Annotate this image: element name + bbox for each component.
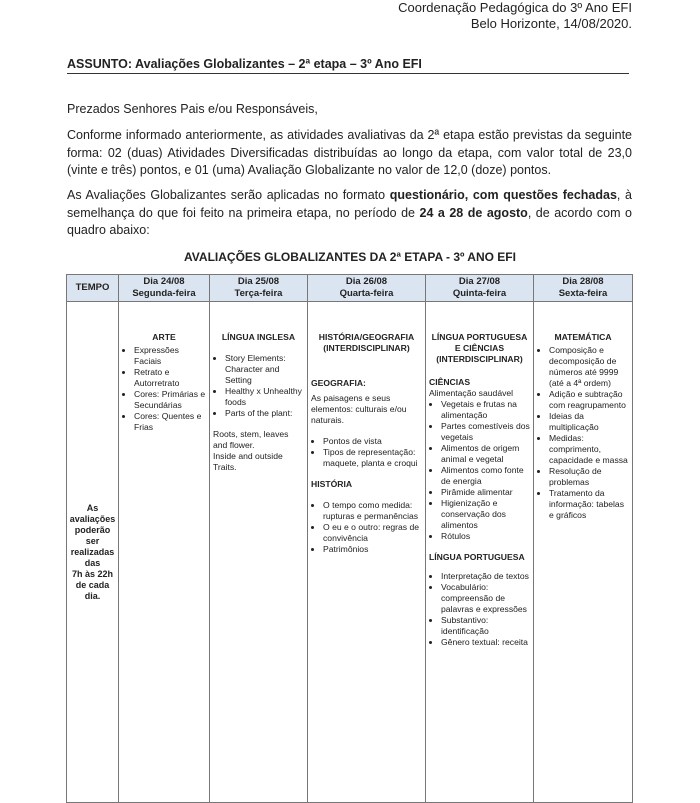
table-header-row	[67, 275, 633, 302]
list-item: • Higienização e conservação dos alimentos	[441, 498, 530, 531]
text: As paisagens e seus elementos: culturais e/ou naturais.	[311, 393, 407, 425]
list-item: • Tipos de representação: maquete, planta e croqui	[323, 447, 422, 469]
text: Dia 27/08	[458, 276, 501, 287]
list-item: • Vocabulário: compreensão de palavras e expressões	[441, 582, 530, 615]
text: LÍNGUA PORTUGUESA E CIÊNCIAS (INTERDISCIPLINAR)	[431, 332, 528, 364]
schedule-table	[66, 274, 633, 803]
text: LÍNGUA INGLESA	[221, 332, 296, 342]
text: CIÊNCIAS	[429, 377, 471, 387]
friday-cell	[534, 302, 633, 803]
list-item: • Gênero textual: receita	[441, 637, 530, 648]
list-item: • Rótulos	[441, 531, 530, 542]
table-row	[67, 302, 633, 803]
tuesday-cell	[210, 302, 308, 803]
text: Alimentação saudável	[429, 388, 514, 398]
list-item: • Tratamento da informação: tabelas e gráficos	[549, 488, 629, 521]
salutation: Prezados Senhores Pais e/ou Responsáveis,	[67, 102, 318, 116]
list-item: • Adição e subtração com reagrupamento	[549, 389, 629, 411]
header-wed	[308, 275, 426, 302]
list-item: • Composição e decomposição de números até 9999 (até a 4ª ordem)	[549, 345, 629, 389]
header-mon	[119, 275, 210, 302]
text: HISTÓRIA	[311, 479, 353, 489]
coordination-line: Coordenação Pedagógica do 3º Ano EFI	[398, 0, 632, 15]
text: LÍNGUA PORTUGUESA	[429, 552, 525, 562]
text: , à semelhança do que foi feito na primeira etapa, no período de	[67, 188, 632, 220]
bold-text: 24 a 28 de agosto	[419, 205, 528, 220]
list-item: • Story Elements: Character and Setting	[225, 353, 304, 386]
subject-line: ASSUNTO: Avaliações Globalizantes – 2ª etapa – 3º Ano EFI	[67, 57, 422, 71]
wednesday-cell	[308, 302, 426, 803]
list-item: • Pirâmide alimentar	[441, 487, 530, 498]
text: MATEMÁTICA	[554, 332, 612, 342]
divider	[67, 73, 629, 74]
text: Dia 28/08	[562, 276, 604, 287]
text: ARTE	[152, 332, 176, 342]
list-item: • Patrimônios	[323, 544, 422, 555]
list-item: • Partes comestíveis dos vegetais	[441, 421, 530, 443]
paragraph-1: Conforme informado anteriormente, as atividades avaliativas da 2ª etapa estão previstas da seguinte forma: 02 (duas) Atividades Diversificadas distribuídas ao longo da etapa, com valor total de 23,0 (vinte e três) pontos, e 01 (uma) Avaliação Globalizante no valor de 12,0 (doze) pontos.	[67, 128, 632, 177]
list-item: • Ideias da multiplicação	[549, 411, 629, 433]
list-item: • Resolução de problemas	[549, 466, 629, 488]
list-item: • Pontos de vista	[323, 436, 422, 447]
text: As avaliações poderão ser realizadas das	[69, 502, 116, 568]
monday-cell	[119, 302, 210, 803]
header-tue	[210, 275, 308, 302]
list-item: • Expressões Faciais	[134, 345, 206, 367]
text: Dia 26/08	[345, 276, 388, 287]
text: Quarta-feira	[339, 288, 394, 299]
list-item: • Healthy x Unhealthy foods	[225, 386, 304, 408]
paragraph-2	[67, 187, 632, 240]
place-date: Belo Horizonte, 14/08/2020.	[470, 16, 632, 31]
text: , de acordo com o quadro abaixo:	[67, 205, 632, 237]
list-item: • Medidas: comprimento, capacidade e massa	[549, 433, 629, 466]
text: Quinta-feira	[452, 288, 507, 299]
text: GEOGRAFIA:	[311, 378, 366, 388]
text: As Avaliações Globalizantes serão aplicadas no formato	[67, 188, 390, 202]
text: Roots, stem, leaves and flower.	[213, 429, 289, 450]
tempo-cell	[67, 302, 119, 803]
text: Sexta-feira	[558, 288, 608, 299]
list-item: • Retrato e Autorretrato	[134, 367, 206, 389]
list-item: • Alimentos de origem animal e vegetal	[441, 443, 530, 465]
text: 7h às 22h de cada dia.	[71, 568, 114, 601]
list-item: • O eu e o outro: regras de convivência	[323, 522, 422, 544]
text: Terça-feira	[234, 288, 283, 299]
text: Inside and outside Traits.	[213, 451, 283, 472]
list-item: • Vegetais e frutas na alimentação	[441, 399, 530, 421]
text: Dia 24/08	[143, 276, 185, 287]
list-item: • Interpretação de textos	[441, 571, 530, 582]
text: Dia 25/08	[237, 276, 280, 287]
header-thu	[426, 275, 534, 302]
text: HISTÓRIA/GEOGRAFIA (INTERDISCIPLINAR)	[318, 332, 415, 353]
text: Segunda-feira	[132, 288, 196, 299]
header-tempo: TEMPO	[67, 275, 119, 302]
list-item: • Cores: Quentes e Frias	[134, 411, 206, 433]
list-item: • O tempo como medida: rupturas e permanências	[323, 500, 422, 522]
list-item: • Parts of the plant:	[225, 408, 304, 419]
list-item: • Substantivo: identificação	[441, 615, 530, 637]
list-item: • Cores: Primárias e Secundárias	[134, 389, 206, 411]
header-fri	[534, 275, 633, 302]
thursday-cell	[426, 302, 534, 803]
table-title: AVALIAÇÕES GLOBALIZANTES DA 2ª ETAPA - 3º ANO EFI	[184, 250, 516, 264]
bold-text: questionário, com questões fechadas	[389, 188, 617, 202]
list-item: • Alimentos como fonte de energia	[441, 465, 530, 487]
